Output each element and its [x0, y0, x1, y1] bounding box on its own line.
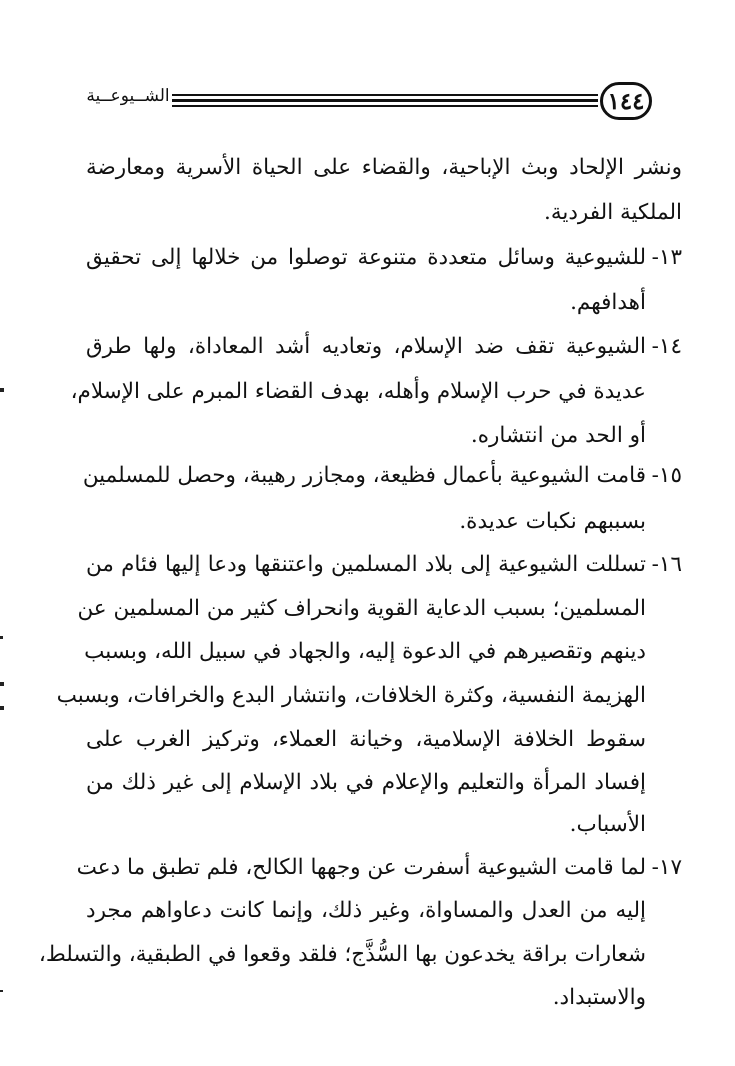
- item-number: ١٤-: [651, 334, 682, 359]
- item-line: الأسباب.: [569, 812, 646, 837]
- item-line: أهدافهم.: [570, 290, 646, 315]
- item-line: الهزيمة النفسية، وكثرة الخلافات، وانتشار البدع والخرافات، وبسبب: [56, 683, 646, 708]
- item-line: الشيوعية تقف ضد الإسلام، وتعاديه أشد المعاداة، ولها طرق: [86, 334, 646, 359]
- item-line: إفساد المرأة والتعليم والإعلام في بلاد الإسلام إلى غير ذلك من: [86, 770, 646, 795]
- scan-speck: [0, 388, 4, 392]
- intro-line: الملكية الفردية.: [544, 200, 682, 225]
- item-number: ١٣-: [651, 245, 682, 270]
- item-line: سقوط الخلافة الإسلامية، وخيانة العملاء، وتركيز الغرب على: [86, 727, 646, 752]
- header-rule: [172, 99, 598, 102]
- header-rule: [172, 94, 598, 96]
- scan-speck: [0, 706, 4, 710]
- scan-speck: [0, 990, 3, 992]
- item-line: بسببهم نكبات عديدة.: [459, 509, 646, 534]
- item-line: إليه من العدل والمساواة، وغير ذلك، وإنما كانت دعاواهم مجرد: [86, 898, 646, 923]
- item-line: للشيوعية وسائل متعددة متنوعة توصلوا من خلالها إلى تحقيق: [86, 245, 646, 270]
- item-line: المسلمين؛ بسبب الدعاية القوية وانحراف كثير من المسلمين عن: [77, 596, 646, 621]
- scan-speck: [0, 682, 4, 686]
- item-number: ١٦-: [651, 552, 682, 577]
- item-line: شعارات براقة يخدعون بها السُّذَّج؛ فلقد وقعوا في الطبقية، والتسلط،: [38, 942, 646, 967]
- item-line: عديدة في حرب الإسلام وأهله، بهدف القضاء المبرم على الإسلام،: [70, 379, 646, 404]
- page-number: ١٤٤: [600, 82, 652, 120]
- header-rule: [172, 105, 598, 107]
- item-line: تسللت الشيوعية إلى بلاد المسلمين واعتنقها ودعا إليها فئام من: [86, 552, 646, 577]
- item-line: لما قامت الشيوعية أسفرت عن وجهها الكالح، فلم تطبق ما دعت: [76, 855, 646, 880]
- item-line: والاستبداد.: [552, 985, 646, 1010]
- item-line: قامت الشيوعية بأعمال فظيعة، ومجازر رهيبة، وحصل للمسلمين: [82, 463, 646, 488]
- item-line: أو الحد من انتشاره.: [470, 423, 646, 448]
- item-line: دينهم وتقصيرهم في الدعوة إليه، والجهاد في سبيل الله، وبسبب: [84, 639, 646, 664]
- item-number: ١٧-: [651, 855, 682, 880]
- item-number: ١٥-: [651, 463, 682, 488]
- intro-line: ونشر الإلحاد وبث الإباحية، والقضاء على الحياة الأسرية ومعارضة: [86, 155, 682, 180]
- running-title: الشــيوعــية: [86, 86, 170, 106]
- scan-speck: [0, 636, 3, 639]
